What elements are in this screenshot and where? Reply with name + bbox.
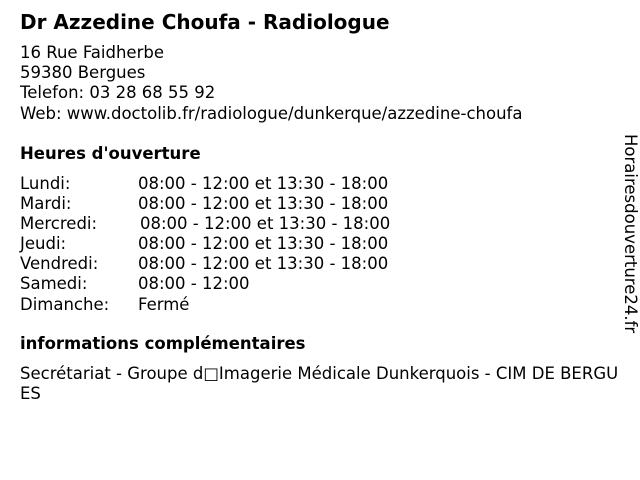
address-block [20,43,522,124]
address-web: Web: www.doctolib.fr/radiologue/dunkerque/azzedine-choufa [20,103,523,123]
info-text: Secrétariat - Groupe d□Imagerie Médicale Dunkerquois - CIM DE BERGUES [20,364,619,404]
hours-time: 08:00 - 12:00 et 13:30 - 18:00 [138,254,389,274]
address-phone: Telefon: 03 28 68 55 92 [20,83,216,103]
info-heading: informations complémentaires [20,334,306,353]
hours-day: Vendredi: [20,254,99,274]
hours-day: Samedi: [20,274,88,294]
hours-time: 08:00 - 12:00 et 13:30 - 18:00 [138,194,389,214]
hours-heading: Heures d'ouverture [20,144,201,163]
hours-row-friday [20,254,440,274]
hours-time: 08:00 - 12:00 et 13:30 - 18:00 [140,214,391,234]
hours-row-saturday [20,274,440,294]
hours-day: Lundi: [20,174,71,193]
hours-row-tuesday [20,194,440,214]
hours-day: Mercredi: [20,214,98,234]
hours-row-monday [20,174,440,194]
address-street: 16 Rue Faidherbe [20,43,164,62]
hours-row-wednesday [20,214,440,234]
hours-time: 08:00 - 12:00 et 13:30 - 18:00 [138,234,389,254]
hours-day: Dimanche: [20,294,110,314]
hours-table [20,174,440,315]
hours-day: Jeudi: [20,234,67,254]
hours-row-thursday [20,234,440,254]
hours-day: Mardi: [20,194,72,214]
hours-time: 08:00 - 12:00 [138,274,250,294]
page-title: Dr Azzedine Choufa - Radiologue [20,10,390,34]
hours-row-sunday [20,295,440,315]
hours-time: 08:00 - 12:00 et 13:30 - 18:00 [138,174,389,193]
hours-time: Fermé [138,294,190,314]
address-city: 59380 Bergues [20,63,146,83]
site-watermark: Horairesdouverture24.fr [621,134,640,334]
